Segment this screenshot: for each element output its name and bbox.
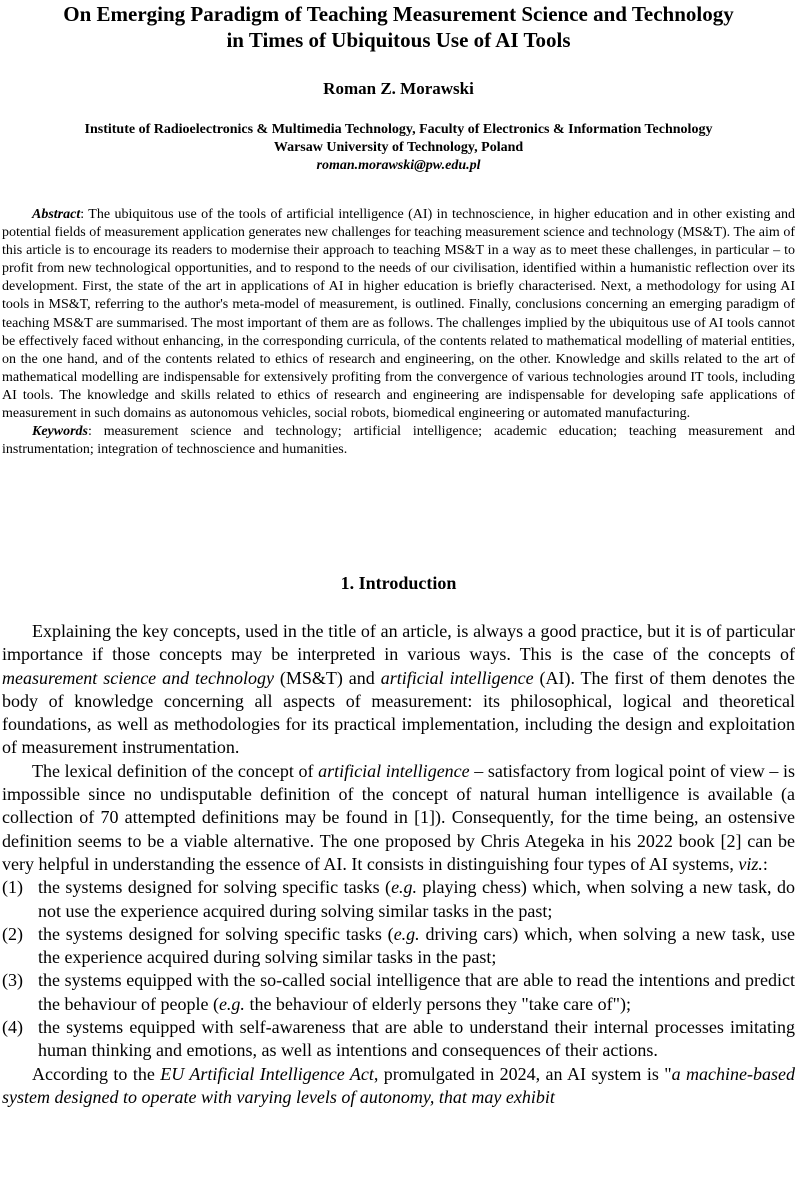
title-line-2: in Times of Ubiquitous Use of AI Tools [226,28,571,52]
title-line-1: On Emerging Paradigm of Teaching Measurement Science and Technology [63,2,734,26]
list-number: (4) [2,1017,23,1038]
text-run: the systems equipped with the so-called social intelligence that are able to read the intentions and predict the behaviour of people ( [38,970,795,1014]
text-run: the systems designed for solving specific tasks ( [38,923,394,944]
abstract-label: Abstract [32,207,81,222]
section-heading-introduction: 1. Introduction [340,573,457,593]
text-run: driving cars) which, when solving a new task, use the experience acquired during solving similar tasks in the past; [38,923,795,968]
term-viz: viz. [738,853,763,874]
abstract-paragraph [2,206,795,423]
text-run: the systems equipped with self-awareness that are able to understand their internal processes imitating human thinking and emotions, as well as intentions and consequences of their actions. [38,1017,795,1061]
text-run: , promulgated in 2024, an AI system is " [373,1063,672,1084]
author-email[interactable]: roman.morawski@pw.edu.pl [316,158,481,173]
term-ai: artificial intelligence [318,760,470,781]
text-run: playing chess) which, when solving a new task, do not use the experience acquired during solving similar tasks in the past; [38,877,795,921]
term-mst: measurement science and technology [2,667,274,688]
text-run: According to the [32,1063,161,1084]
list-number: (1) [2,877,23,898]
text-run: – satisfactory from logical point of view – is impossible since no undisputable definition of the concept of natural human intelligence is available (a collection of 70 attempted definitions may be found in [1]). Consequently, for the time being, an ostensive definition seems to be a viable alternative. The one proposed by Chris Ategeka in his 2022 book [2] can be very helpful in understanding the essence of AI. It consists in distinguishing four types of AI systems, [2,760,795,874]
affiliation [0,121,797,175]
ai-types-list [2,876,795,1062]
intro-paragraph-3 [2,1063,795,1110]
text-run: the systems designed for solving specific tasks ( [38,877,392,898]
intro-paragraph-2 [2,760,795,876]
keywords-text: : measurement science and technology; artificial intelligence; academic education; teaching measurement and instrumentation; integration of technoscience and humanities. [2,424,795,458]
list-number: (2) [2,923,23,944]
abstract-block [2,206,795,459]
text-run: (AI). The first of them denotes the body of knowledge concerning all aspects of measurement: its philosophical, logical and theoretical foundations, as well as methodologies for its practical implementation, including the design and exploitation of measurement instrumentation. [2,667,795,758]
list-number: (3) [2,970,23,991]
term-eg: e.g. [391,877,418,898]
paper-title [0,1,797,53]
text-run: (MS&T) and [273,667,381,688]
abstract-text: : The ubiquitous use of the tools of artificial intelligence (AI) in technoscience, in higher education and in other existing and potential fields of measurement application generates new challenges for teaching measurement science and technology (MS&T). The aim of this article is to encourage its readers to modernise their approach to teaching MS&T in a way as to meet these challenges, in particular – to profit from new technological opportunities, and to respond to the needs of our civilisation, identified within a humanistic reflection over its development. First, the state of the art in applications of AI in higher education is briefly characterised. Next, a methodology for using AI tools in MS&T, referring to the author's meta-model of measurement, is outlined. Finally, conclusions concerning an emerging paradigm of teaching MS&T are summarised. The most important of them are as follows. The challenges implied by the ubiquitous use of AI tools cannot be effectively faced without enhancing, in the corresponding curricula, of the contents related to mathematical modelling of material entities, on the one hand, and of the contents related to ethics of research and engineering, on the other. Knowledge and skills related to the art of mathematical modelling are indispensable for extensively profiting from the convergence of various technologies around IT tools, including AI tools. The knowledge and skills related to ethics of research and engineering are indispensable for developing safe applications of measurement in such domains as autonomous vehicles, social robots, biomedical engineering or automated manufacturing. [2,207,795,422]
affiliation-university: Warsaw University of Technology, Poland [273,140,524,155]
text-run: the behaviour of elderly persons they "take care of"); [244,993,631,1014]
intro-paragraph-1 [2,620,795,760]
text-run: Explaining the key concepts, used in the title of an article, is always a good practice, but it is of particular importance if those concepts may be interpreted in various ways. This is the case of the concepts of [2,621,795,665]
keywords-paragraph [2,423,795,459]
term-eg: e.g. [218,993,245,1014]
term-eu-ai-act: EU Artificial Intelligence Act [160,1063,374,1084]
author-name: Roman Z. Morawski [323,79,474,98]
list-item [2,1016,795,1063]
list-item [2,876,795,923]
list-item [2,923,795,970]
term-ai: artificial intelligence [380,667,534,688]
list-item [2,969,795,1016]
text-run: : [762,853,768,874]
quoted-definition: a machine-based system designed to operate with varying levels of autonomy, that may exhibit [2,1063,796,1107]
affiliation-institute: Institute of Radioelectronics & Multimedia Technology, Faculty of Electronics & Information Technology [84,122,713,137]
introduction-body [2,620,795,1109]
keywords-label: Keywords [32,424,88,440]
term-eg: e.g. [393,923,420,944]
text-run: The lexical definition of the concept of [32,760,319,781]
